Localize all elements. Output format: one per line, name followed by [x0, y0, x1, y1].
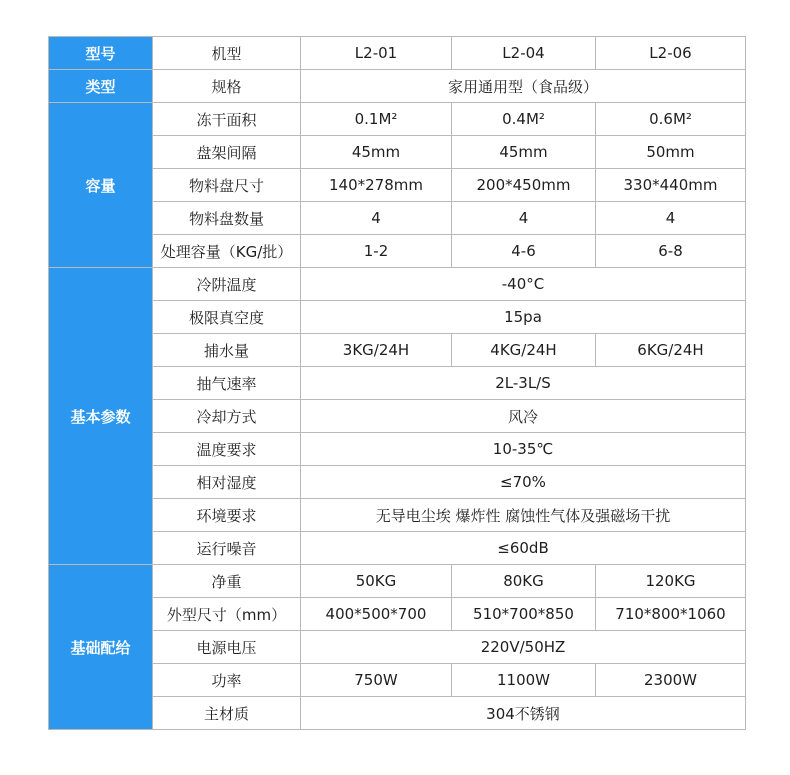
table-row: [49, 466, 746, 499]
table-row: [49, 367, 746, 400]
table-row-header: [49, 37, 746, 70]
cell-value: 80KG: [452, 565, 596, 598]
cell-value: 2300W: [596, 664, 746, 697]
table-row: [49, 235, 746, 268]
table-row: [49, 301, 746, 334]
cell-value: 200*450mm: [452, 169, 596, 202]
cell-value: 6KG/24H: [596, 334, 746, 367]
table-row: [49, 103, 746, 136]
row-label: 盘架间隔: [153, 136, 301, 169]
cell-value: 无导电尘埃 爆炸性 腐蚀性气体及强磁场干扰: [301, 499, 746, 532]
cell-value: 1100W: [452, 664, 596, 697]
cell-value: 4: [301, 202, 452, 235]
table-row: [49, 598, 746, 631]
model-name: L2-04: [452, 37, 596, 70]
cell-value: ≤70%: [301, 466, 746, 499]
cell-value: 0.4M²: [452, 103, 596, 136]
cell-value: -40°C: [301, 268, 746, 301]
cell-value: 710*800*1060: [596, 598, 746, 631]
table-row: [49, 532, 746, 565]
cell-value: 0.1M²: [301, 103, 452, 136]
cell-value: 120KG: [596, 565, 746, 598]
cell-value: 4-6: [452, 235, 596, 268]
table-row: [49, 334, 746, 367]
row-label: 冷却方式: [153, 400, 301, 433]
spec-value: 家用通用型（食品级）: [301, 70, 746, 103]
cell-value: 50mm: [596, 136, 746, 169]
cell-value: 6-8: [596, 235, 746, 268]
row-label: 捕水量: [153, 334, 301, 367]
row-label: 温度要求: [153, 433, 301, 466]
model-name: L2-06: [596, 37, 746, 70]
row-label: 极限真空度: [153, 301, 301, 334]
table-row-type: [49, 70, 746, 103]
cell-value: 50KG: [301, 565, 452, 598]
category-config: 基础配给: [49, 565, 153, 730]
cell-value: 330*440mm: [596, 169, 746, 202]
table-row: [49, 268, 746, 301]
table-row: [49, 565, 746, 598]
cell-value: 风冷: [301, 400, 746, 433]
cell-value: 400*500*700: [301, 598, 452, 631]
row-label: 冻干面积: [153, 103, 301, 136]
row-label: 主材质: [153, 697, 301, 730]
table-row: [49, 169, 746, 202]
table-row: [49, 433, 746, 466]
row-label: 运行噪音: [153, 532, 301, 565]
row-label: 冷阱温度: [153, 268, 301, 301]
model-name: L2-01: [301, 37, 452, 70]
row-label: 物料盘数量: [153, 202, 301, 235]
row-label: 抽气速率: [153, 367, 301, 400]
row-label: 外型尺寸（mm）: [153, 598, 301, 631]
row-label: 处理容量（KG/批）: [153, 235, 301, 268]
table-row: [49, 202, 746, 235]
cell-value: 1-2: [301, 235, 452, 268]
row-label: 环境要求: [153, 499, 301, 532]
category-type: 类型: [49, 70, 153, 103]
cell-value: 4: [452, 202, 596, 235]
row-label: 净重: [153, 565, 301, 598]
table-row: [49, 697, 746, 730]
cell-value: 0.6M²: [596, 103, 746, 136]
category-capacity: 容量: [49, 103, 153, 268]
cell-value: 220V/50HZ: [301, 631, 746, 664]
cell-value: 750W: [301, 664, 452, 697]
cell-value: 15pa: [301, 301, 746, 334]
cell-value: 140*278mm: [301, 169, 452, 202]
table-row: [49, 400, 746, 433]
row-label: 电源电压: [153, 631, 301, 664]
cell-value: 2L-3L/S: [301, 367, 746, 400]
table-row: [49, 664, 746, 697]
spec-table: [48, 36, 746, 730]
table-row: [49, 499, 746, 532]
cell-value: 10-35℃: [301, 433, 746, 466]
category-basic-params: 基本参数: [49, 268, 153, 565]
row-label: 物料盘尺寸: [153, 169, 301, 202]
row-label: 相对湿度: [153, 466, 301, 499]
cell-value: 4KG/24H: [452, 334, 596, 367]
table-row: [49, 631, 746, 664]
row-label-model: 机型: [153, 37, 301, 70]
cell-value: 304不锈钢: [301, 697, 746, 730]
cell-value: ≤60dB: [301, 532, 746, 565]
cell-value: 510*700*850: [452, 598, 596, 631]
cell-value: 45mm: [452, 136, 596, 169]
row-label-spec: 规格: [153, 70, 301, 103]
table-row: [49, 136, 746, 169]
cell-value: 3KG/24H: [301, 334, 452, 367]
category-model: 型号: [49, 37, 153, 70]
cell-value: 4: [596, 202, 746, 235]
row-label: 功率: [153, 664, 301, 697]
cell-value: 45mm: [301, 136, 452, 169]
